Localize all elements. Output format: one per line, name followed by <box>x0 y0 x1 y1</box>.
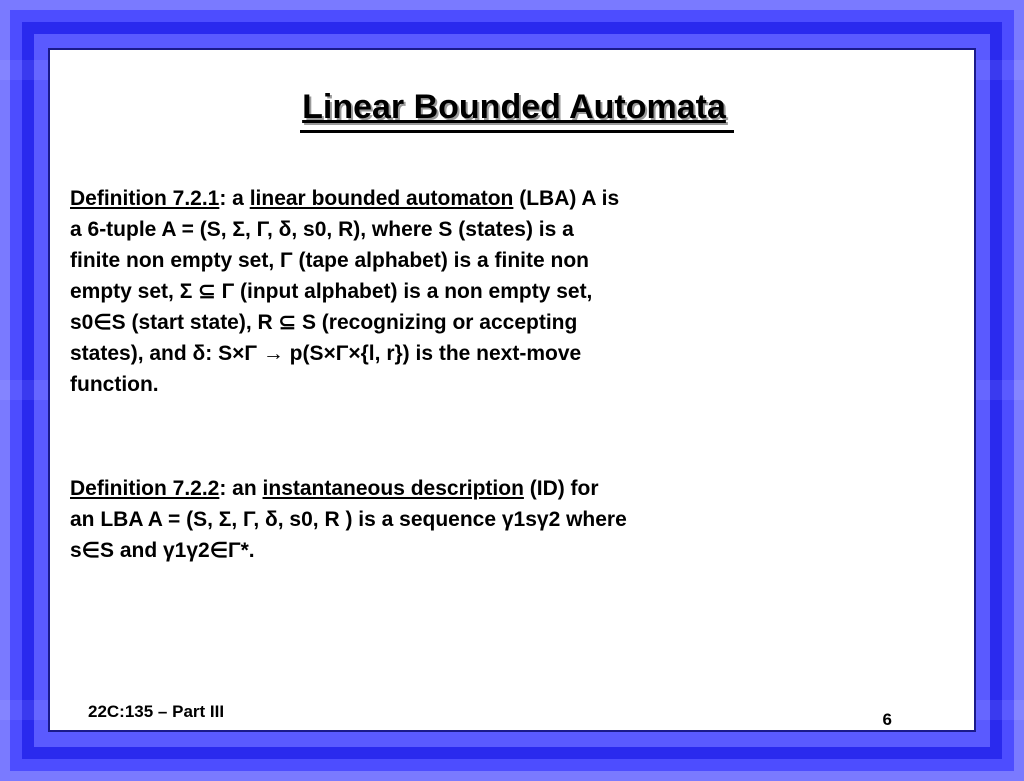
definition-1-term: linear bounded automaton <box>249 187 514 210</box>
page-number: 6 <box>882 710 892 729</box>
slide-content <box>48 48 976 732</box>
slide-footer: 22C:135 – Part III <box>88 702 225 721</box>
definition-2-line-2: s∈S and γ1γ2∈Γ*. <box>70 539 255 562</box>
definition-1-line-3: empty set, Σ ⊆ Γ (input alphabet) is a non empty set, <box>70 280 593 303</box>
definition-1 <box>70 183 770 400</box>
definition-1-line-4: s0∈S (start state), R ⊆ S (recognizing or accepting <box>70 311 578 334</box>
definition-2-sep: : an <box>219 477 263 500</box>
definition-2-line-0: (ID) for <box>523 477 599 500</box>
definition-1-line-5: states), and δ: S×Γ → p(S×Γ×{l, r}) is the next-move <box>70 342 582 365</box>
definition-1-line-2: finite non empty set, Γ (tape alphabet) is a finite non <box>70 249 590 272</box>
definition-1-heading: Definition 7.2.1 <box>70 187 220 210</box>
definition-2 <box>70 473 770 566</box>
title-underline-rule <box>300 130 734 133</box>
definition-1-line-0: (LBA) A is <box>513 187 620 210</box>
definition-2-heading: Definition 7.2.2 <box>70 477 220 500</box>
definition-2-line-1: an LBA A = (S, Σ, Γ, δ, s0, R ) is a sequence γ1sγ2 where <box>70 508 627 531</box>
definition-1-line-1: a 6-tuple A = (S, Σ, Γ, δ, s0, R), where S (states) is a <box>70 218 574 241</box>
definition-2-term: instantaneous description <box>262 477 524 500</box>
slide-title: Linear Bounded Automata <box>302 88 726 126</box>
definition-1-sep: : a <box>219 187 250 210</box>
definition-1-line-6: function. <box>70 373 159 396</box>
